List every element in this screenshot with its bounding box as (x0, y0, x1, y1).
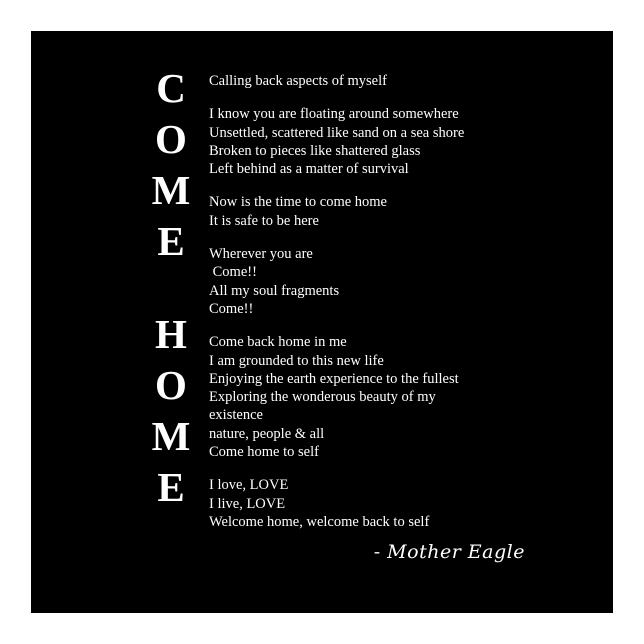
vertical-title-letter: E (157, 464, 185, 510)
poem-line: nature, people & all (209, 425, 325, 442)
poem-stanza (209, 193, 579, 230)
signature: - Mother Eagle (373, 541, 525, 563)
poster-artwork (31, 31, 613, 613)
poem-line: It is safe to be here (209, 212, 319, 229)
poem-line: Left behind as a matter of survival (209, 161, 409, 178)
poem-stanza (209, 245, 579, 318)
poem-line: I am grounded to this new life (209, 352, 384, 369)
poem-body (209, 72, 579, 531)
vertical-title (136, 63, 206, 513)
poem-line: I love, LOVE (209, 477, 289, 494)
poem-line: Calling back aspects of myself (209, 73, 387, 89)
poem-line: Enjoying the earth experience to the fullest (209, 370, 459, 387)
poem-line: Exploring the wonderous beauty of my (209, 389, 436, 406)
poem-line: Wherever you are (209, 246, 313, 263)
vertical-title-letter: E (157, 218, 185, 264)
vertical-title-letter: M (151, 413, 191, 459)
poem-line: existence (209, 407, 263, 424)
poem-line: Come!! (209, 300, 254, 317)
vertical-title-letter: O (155, 362, 187, 408)
poem-line: Now is the time to come home (209, 194, 387, 211)
poem-line: Come back home in me (209, 334, 347, 351)
vertical-title-letter: M (151, 167, 191, 213)
poem-line: All my soul fragments (209, 282, 340, 299)
poster-canvas (31, 31, 613, 613)
poem-line: I live, LOVE (209, 495, 286, 512)
vertical-title-letter: H (155, 311, 187, 357)
poem-stanza (209, 105, 579, 178)
poem-line: Broken to pieces like shattered glass (209, 142, 421, 159)
poem-line: Welcome home, welcome back to self (209, 513, 430, 530)
vertical-title-letter: O (155, 116, 187, 162)
poem-stanza (209, 333, 579, 461)
poem-line: Unsettled, scattered like sand on a sea shore (209, 124, 465, 141)
poem-line: Come!! (209, 264, 257, 281)
vertical-title-word-home (152, 309, 191, 513)
poem-stanza (209, 72, 579, 90)
vertical-title-letter: C (156, 65, 186, 111)
poem-line: I know you are floating around somewhere (209, 106, 459, 123)
poem-stanza (209, 476, 579, 531)
vertical-title-word-come (152, 63, 191, 267)
poem-line: Come home to self (209, 444, 319, 461)
